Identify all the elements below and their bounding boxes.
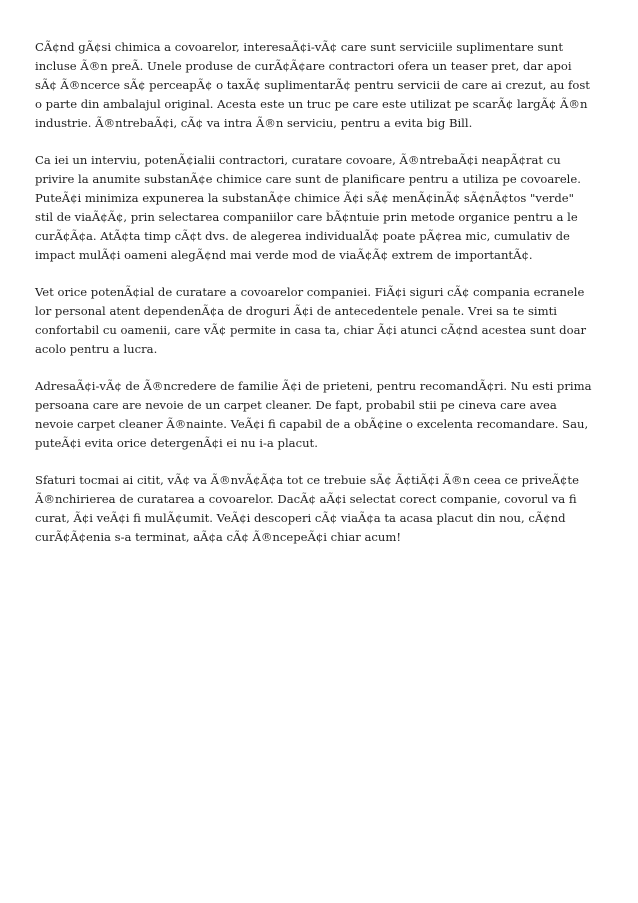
paragraph: AdresaÃ¢i-vÃ¢ de Ã®ncredere de familie Ã¢i de prieteni, pentru recomandÃ¢ri. Nu esti prima persoana care are nevoie de un carpet cleaner. De fapt, probabil stii pe cineva care avea nevoie carpet cleaner Ã®nainte. VeÃ¢i fi capabil de a obÃ¢ine o excelenta recomandare. Sau, puteÃ¢i evita orice detergenÃ¢i ei nu i-a placut. [35,379,592,450]
document-page [35,38,595,565]
paragraph: Vet orice potenÃ¢ial de curatare a covoarelor companiei. FiÃ¢i siguri cÃ¢ compania ecranele lor personal atent dependenÃ¢a de droguri Ã¢i de antecedentele penale. Vrei sa te simti confortabil cu oamenii, care vÃ¢ permite in casa ta, chiar Ã¢i atunci cÃ¢nd acestea sunt doar acolo pentru a lucra. [35,285,587,356]
paragraph: Sfaturi tocmai ai citit, vÃ¢ va Ã®nvÃ¢Ã¢a tot ce trebuie sÃ¢ Ã¢tiÃ¢i Ã®n ceea ce priveÃ¢te Ã®nchirierea de curatarea a covoarelor. DacÃ¢ aÃ¢i selectat corect companie, covorul va fi curat, Ã¢i veÃ¢i fi mulÃ¢umit. VeÃ¢i descoperi cÃ¢ viaÃ¢a ta acasa placut din nou, cÃ¢nd curÃ¢Ã¢enia s-a terminat, aÃ¢a cÃ¢ Ã®ncepeÃ¢i chiar acum! [35,473,579,544]
paragraph: CÃ¢nd gÃ¢si chimica a covoarelor, interesaÃ¢i-vÃ¢ care sunt serviciile suplimentare sunt incluse Ã®n preÃ. Unele produse de curÃ¢Ã¢are contractori ofera un teaser pret, dar apoi sÃ¢ Ã®ncerce sÃ¢ perceapÃ¢ o taxÃ¢ suplimentarÃ¢ pentru servicii de care ai crezut, au fost o parte din ambalajul original. Acesta este un truc pe care este utilizat pe scarÃ¢ largÃ¢ Ã®n industrie. Ã®ntrebaÃ¢i, cÃ¢ va intra Ã®n serviciu, pentru a evita big Bill. [35,40,590,130]
paragraph: Ca iei un interviu, potenÃ¢ialii contractori, curatare covoare, Ã®ntrebaÃ¢i neapÃ¢rat cu privire la anumite substanÃ¢e chimice care sunt de planificare pentru a utiliza pe covoarele. PuteÃ¢i minimiza expunerea la substanÃ¢e chimice Ã¢i sÃ¢ menÃ¢inÃ¢ sÃ¢nÃ¢tos "verde" stil de viaÃ¢Ã¢, prin selectarea companiilor care bÃ¢ntuie prin metode organice pentru a le curÃ¢Ã¢a. AtÃ¢ta timp cÃ¢t dvs. de alegerea individualÃ¢ poate pÃ¢rea mic, cumulativ de impact mulÃ¢i oameni alegÃ¢nd mai verde mod de viaÃ¢Ã¢ extrem de importantÃ¢. [35,153,581,262]
